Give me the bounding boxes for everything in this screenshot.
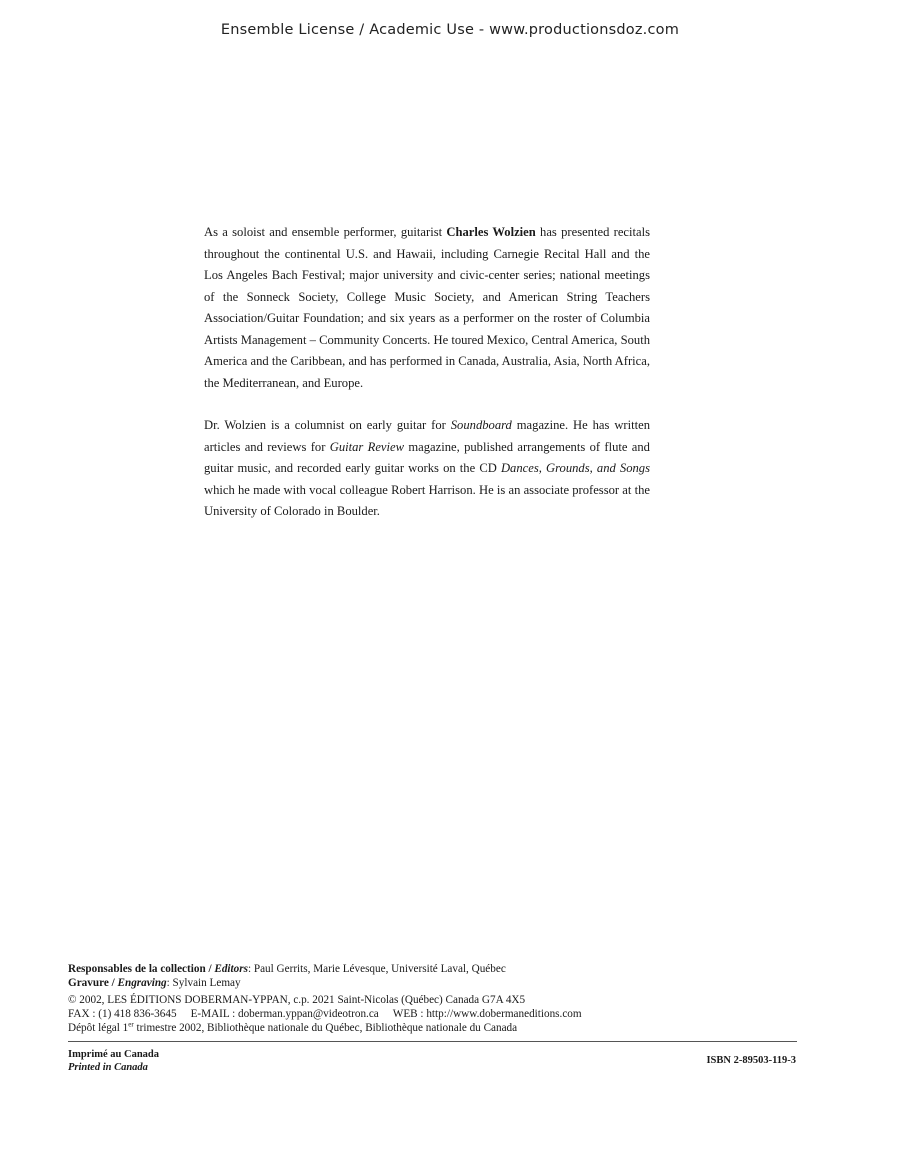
editors-label-en: Editors (214, 963, 248, 975)
cd-title: Dances, Grounds, and Songs (500, 461, 651, 475)
magazine-title: Guitar Review (329, 439, 405, 454)
contact-line (68, 1007, 798, 1021)
editors-line (68, 962, 798, 976)
separator: / (108, 977, 118, 989)
engraving-label-en: Engraving (117, 977, 167, 989)
magazine-title: Soundboard (450, 418, 512, 432)
biography (204, 222, 650, 523)
email-address: E-MAIL : doberman.yppan@videotron.ca (190, 1008, 379, 1020)
copyright-line: © 2002, LES ÉDITIONS DOBERMAN-YPPAN, c.p. 2021 Saint-Nicolas (Québec) Canada G7A 4X5 (68, 994, 526, 1006)
isbn: ISBN 2-89503-119-3 (706, 1055, 796, 1066)
printed-in-fr: Imprimé au Canada (68, 1049, 160, 1060)
bio-text: which he made with vocal colleague Robert Harrison. He is an associate professor at the University of Colorado in Boulder. (204, 482, 650, 518)
performer-name: Charles Wolzien (446, 225, 536, 239)
bio-paragraph-2 (204, 415, 650, 523)
license-watermark: Ensemble License / Academic Use - www.productionsdoz.com (220, 22, 680, 38)
separator: / (205, 963, 215, 975)
legal-deposit-line (68, 1021, 798, 1035)
engraving-line (68, 976, 798, 990)
editors-label-fr: Responsables de la collection (68, 963, 206, 975)
bio-text: As a soloist and ensemble performer, guitarist (204, 225, 447, 239)
engraving-value: : Sylvain Lemay (166, 977, 241, 989)
bio-text: has presented recitals throughout the continental U.S. and Hawaii, including Carnegie Recital Hall and the Los Angeles Bach Festival; major university and civic-center series; national meetings of the Sonneck Society, College Music Society, and American String Teachers Association/Guitar Foundation; and six years as a performer on the roster of Columbia Artists Management – Community Concerts. He toured Mexico, Central America, South America and the Caribbean, and has performed in Canada, Australia, Asia, North Africa, the Mediterranean, and Europe. (204, 225, 650, 390)
website-url: WEB : http://www.dobermaneditions.com (392, 1008, 582, 1020)
engraving-label-fr: Gravure (68, 977, 109, 989)
bio-text: magazine, published arrangements of flute and guitar music, and recorded early guitar works on the CD (204, 439, 650, 475)
publication-credits (68, 962, 798, 1035)
bio-text: magazine. He has written articles and reviews for (204, 418, 650, 454)
legal-deposit-text: Dépôt légal 1 (68, 1022, 129, 1034)
bio-paragraph-1 (204, 222, 650, 394)
printed-in (68, 1048, 159, 1074)
footer-divider (68, 1041, 797, 1042)
editors-value: : Paul Gerrits, Marie Lévesque, Université Laval, Québec (247, 963, 506, 975)
bio-text: Dr. Wolzien is a columnist on early guitar for (204, 418, 451, 432)
ordinal-suffix: er (128, 1020, 134, 1029)
printed-in-en: Printed in Canada (68, 1062, 148, 1073)
fax-number: FAX : (1) 418 836-3645 (68, 1008, 177, 1020)
legal-deposit-text: trimestre 2002, Bibliothèque nationale du Québec, Bibliothèque nationale du Canada (133, 1022, 518, 1034)
